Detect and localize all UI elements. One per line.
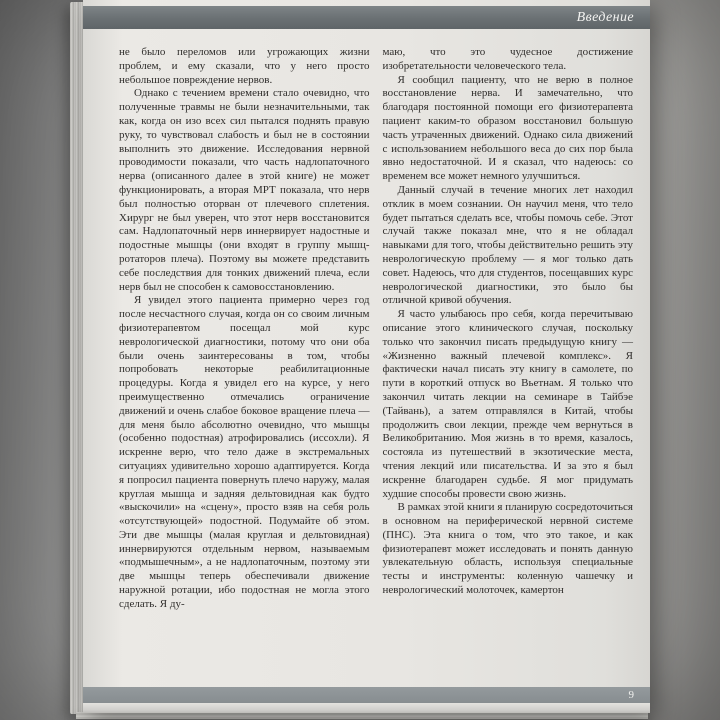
paragraph: Я увидел этого пациента примерно через год после несчастного случая, когда он со своим личным физиотерапевтом посещал мой курс неврологической диагностики, потому что они оба были очень заинтересованы в том, чтобы попробовать некоторые реабилитационные процедуры. Когда я увидел его на курсе, у него преимущественно отмечались ограничение движений и очень слабое боковое вращение плеча — для меня было абсолютно очевидно, что мышцы (особенно подостная) атрофировались (иссохли). Я искренне верю, что тело даже в экстремальных ситуациях удивительно хорошо адаптируется. Когда я попросил пациента повернуть плечо наружу, малая круглая мышца и задняя дельтовидная как будто «выскочили» на «сцену», просто взяв на себя роль «отсутствующей» подостной. Подумайте об этом. Эти две мышцы (малая круглая и дельтовидная) иннервируются отдельным нервом, называемым «подмышечным», а не надлопаточным, поэтому эти две мышцы теперь обеспечивали движение наружной ротации, ибо подостная не могла этого сделать. Я ду- — [119, 294, 370, 610]
paragraph: В рамках этой книги я планирую сосредоточиться в основном на периферической нервной системе (ПНС). Эта книга о том, что это такое, и как физиотерапевт может исследовать и понять данную увлекательную область, используя специальные тесты и инструменты: коленную чашечку и неврологический молоточек, камертон — [382, 501, 633, 597]
paragraph: Данный случай в течение многих лет находил отклик в моем сознании. Он научил меня, что тело будет пытаться сделать все, чтобы помочь себе. Этот случай также показал мне, что я не обладал навыками для того, чтобы действительно решить эту неврологическую проблему — я мог только дать совет. Надеюсь, что для студентов, посещавших курс неврологической диагностики, это было бы отличной кривой обучения. — [382, 183, 633, 307]
paragraph: Я сообщил пациенту, что не верю в полное восстановление нерва. И замечательно, что благодаря постоянной помощи его физиотерапевта пациент каким-то образом восстановил большую часть утраченных движений. Однако сила движений с использованием небольшого веса до сих пор была явно недостаточной. И я сказал, что надеюсь: со временем все может немного улучшиться. — [382, 73, 633, 183]
page-footer-band — [83, 687, 650, 703]
page-number: 9 — [628, 689, 634, 701]
page-bottom-edge — [83, 703, 650, 713]
paragraph: не было переломов или угрожающих жизни проблем, и ему сказали, что у него просто небольшое повреждение нервов. — [119, 46, 370, 86]
paragraph: Я часто улыбаюсь про себя, когда перечитываю описание этого клинического случая, поскольку только что закончил писать предыдущую книгу — «Жизненно важный плечевой комплекс». Я фактически начал писать эту книгу в самолете, по пути в короткий отпуск во Вьетнам. Я только что закончил читать лекции на семинаре в Тайбэе (Тайвань), а затем отправлялся в Китай, чтобы продолжить свои лекции, прежде чем вернуться в Великобританию. Моя жизнь в то время, казалось, состояла из путешествий в экзотические места, чтения лекций или писательства. И за это я был искренне благодарен судьбе. Я мог придумать худшие способы провести свою жизнь. — [382, 308, 633, 500]
text-columns — [119, 46, 633, 689]
chapter-title: Введение — [576, 9, 634, 25]
left-column — [119, 46, 370, 689]
paragraph: маю, что это чудесное достижение изобретательности человеческого тела. — [382, 46, 633, 72]
book-page-edges-bottom — [76, 712, 648, 719]
book-page-edges-left — [70, 2, 84, 714]
paragraph: Однако с течением времени стало очевидно, что полученные травмы не были незначительными, так как, когда он изо всех сил пытался поднять правую руку, то чувствовал слабость и был не в состоянии выполнить это движение. Исследования нервной проводимости показали, что часть надлопаточного нерва (описанного далее в этой книге) не может функционировать, а вторая МРТ показала, что нерв был полностью оторван от плечевого сплетения. Хирург не был уверен, что этот нерв восстановится сам. Надлопаточный нерв иннервирует надостные и подостные мышцы (они входят в группу мышц-ротаторов плеча). Поэтому вы можете представить себе последствия для тонких движений плеча, если нерв был не способен к самовосстановлению. — [119, 87, 370, 293]
chapter-header-band — [83, 6, 650, 29]
right-column — [383, 46, 634, 689]
book-page — [83, 0, 650, 713]
